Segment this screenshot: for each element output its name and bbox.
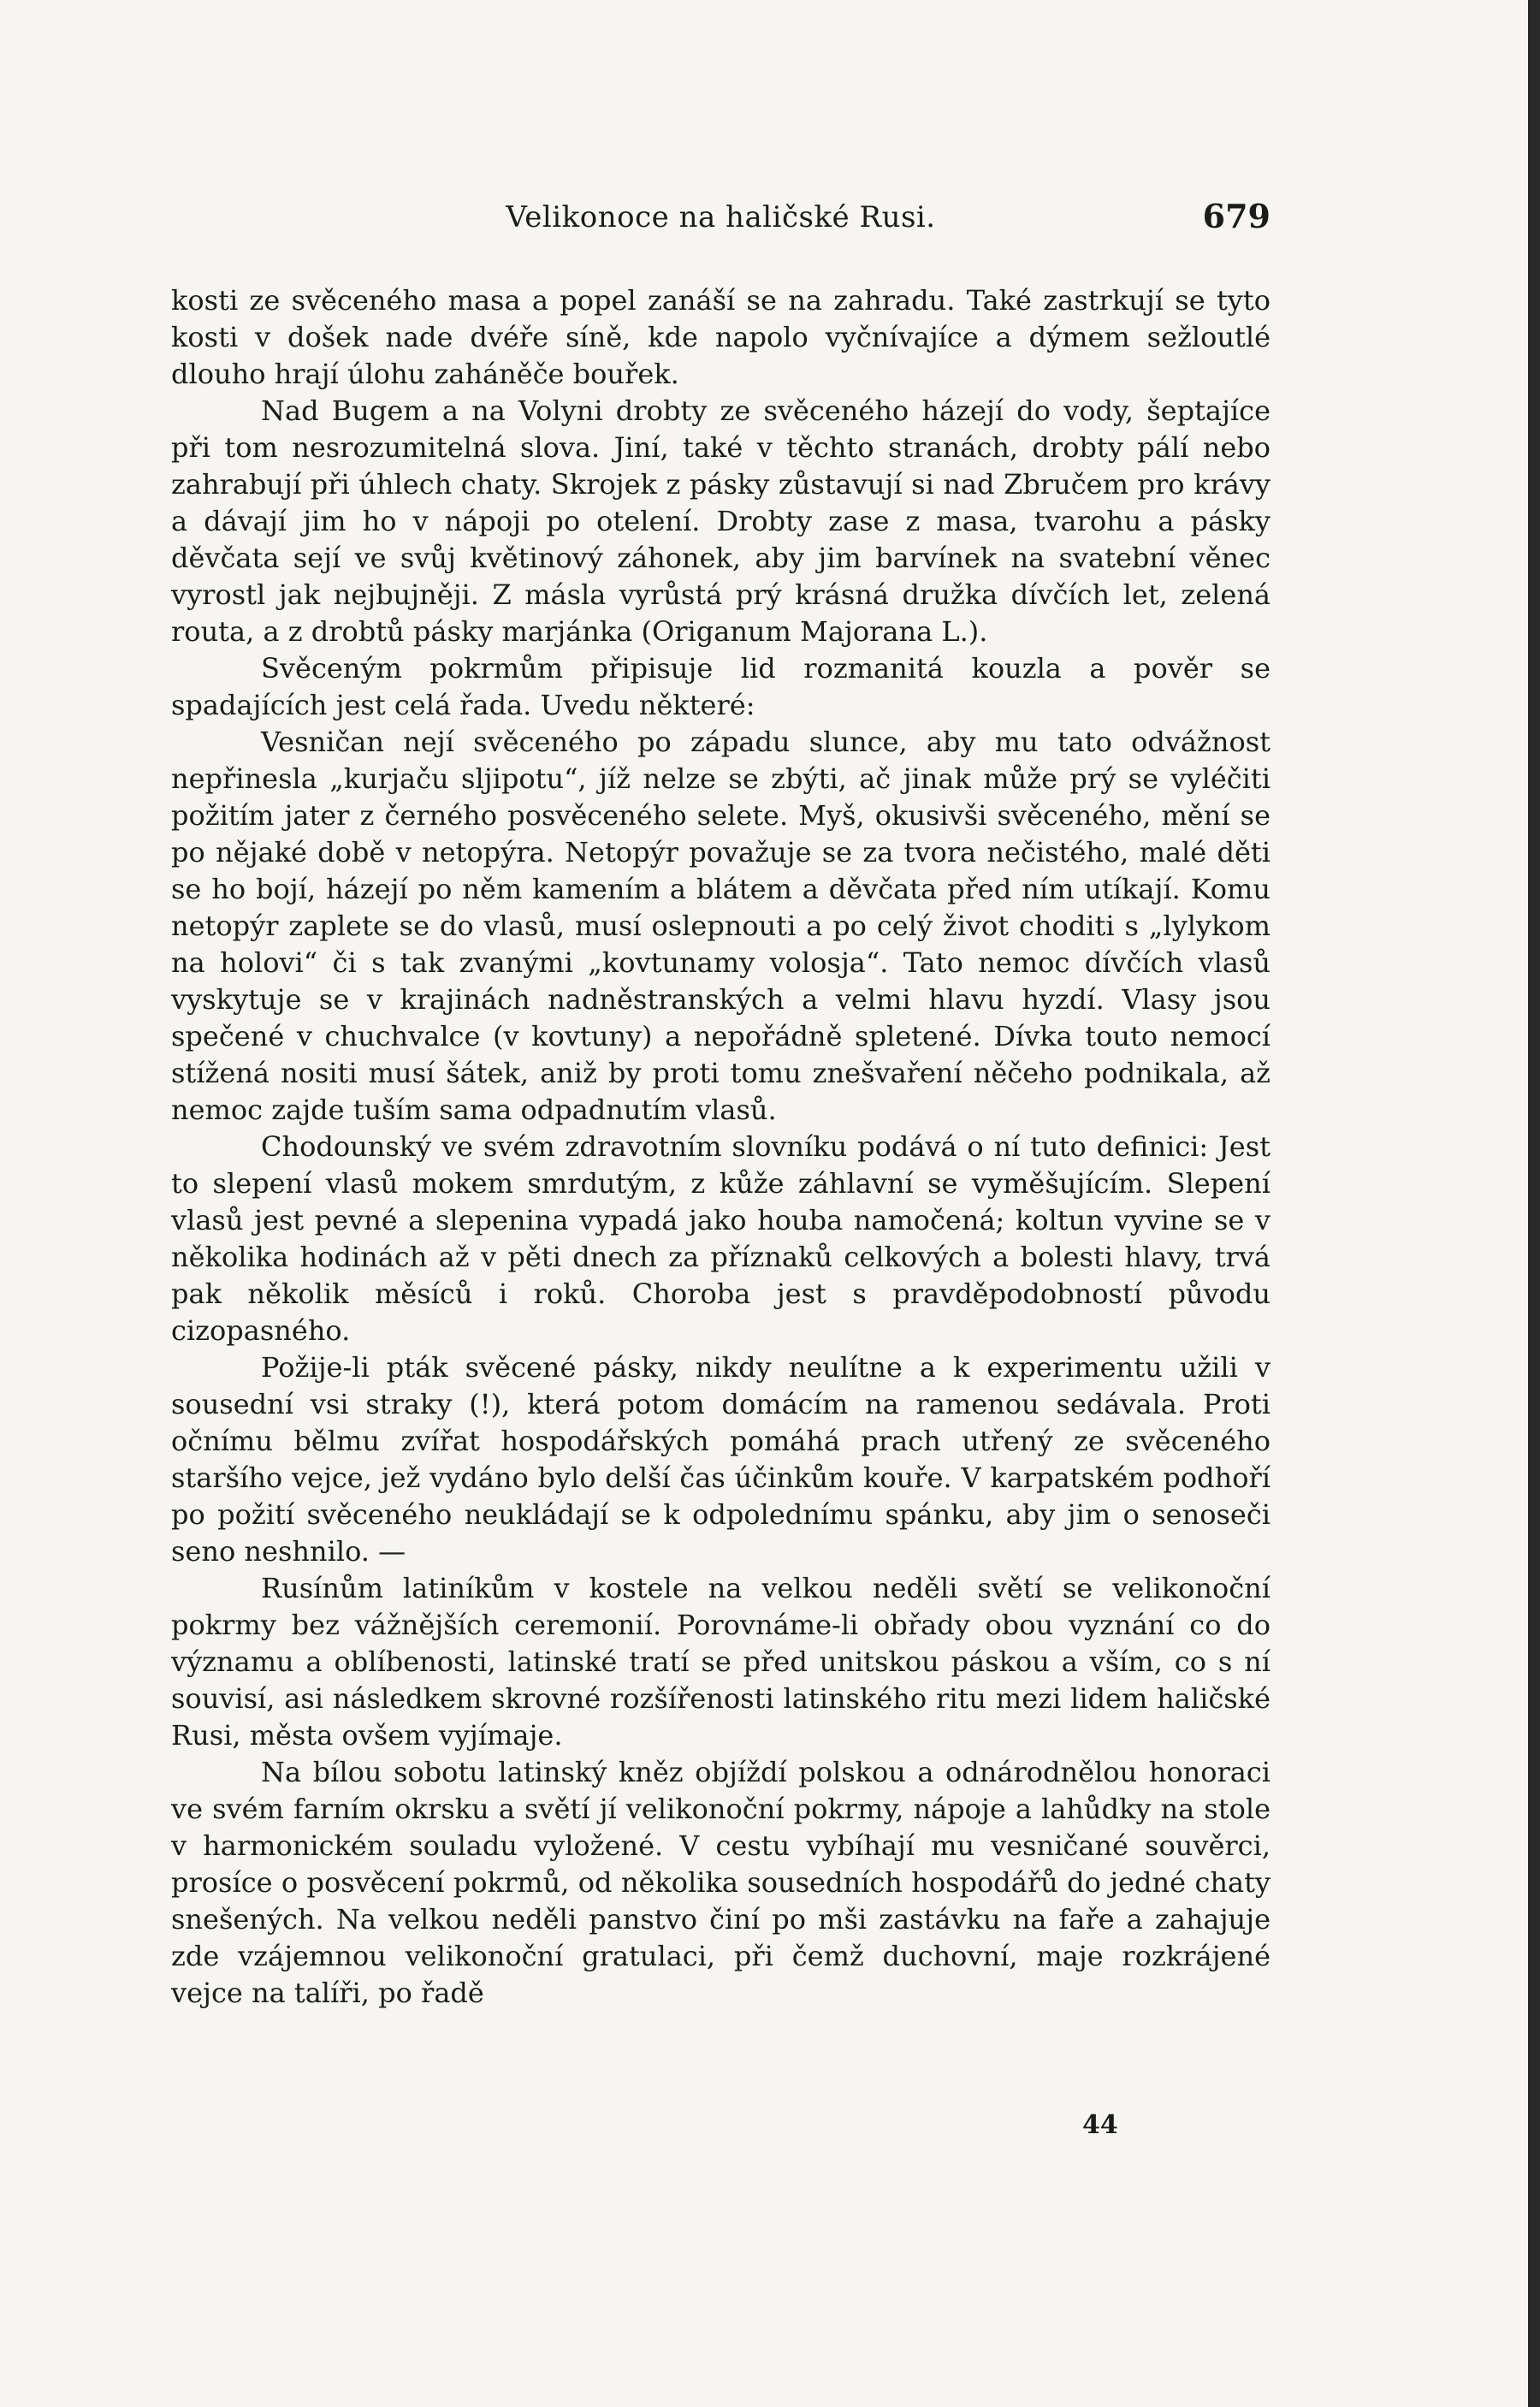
running-title: Velikonoce na haličské Rusi. [506, 200, 936, 234]
paragraph-8: Na bílou sobotu latinský kněz objíždí polskou a odnárodnělou honoraci ve svém farním okrsku a světí jí velikonoční pokrmy, nápoje a lahůdky na stole v harmonickém souladu vyložené. V cestu vybíhají mu vesničané souvěrci, prosíce o posvěcení pokrmů, od několika sousedních hospodářů do jedné chaty snešených. Na velkou neděli panstvo činí po mši zastávku na faře a zahajuje zde vzájemnou velikonoční gratulaci, při čemž duchovní, maje rozkrájené vejce na talíři, po řadě [171, 1756, 1270, 2009]
page-number: 679 [1202, 197, 1270, 235]
paragraph-7: Rusínům latiníkům v kostele na velkou neděli světí se velikonoční pokrmy bez vážnějších ceremonií. Porovnáme-li obřady obou vyznání co do významu a oblíbenosti, latinské tratí se před unitskou páskou a vším, co s ní souvisí, asi následkem skrovné rozšířenosti latinského ritu mezi lidem haličské Rusi, města ovšem vyjímaje. [171, 1572, 1270, 1752]
paragraph-2: Nad Bugem a na Volyni drobty ze svěceného házejí do vody, šeptajíce při tom nesrozumitelná slova. Jiní, také v těchto stranách, drobty pálí nebo zahrabují při úhlech chaty. Skrojek z pásky zůstavují si nad Zbručem pro krávy a dávají jim ho v nápoji po otelení. Drobty zase z masa, tvarohu a pásky děvčata sejí ve svůj květinový záhonek, aby jim barvínek na svatební věnec vyrostl jak nejbujněji. Z másla vyrůstá prý krásná družka dívčích let, zelená routa, a z drobtů pásky marjánka (Origanum Majorana L.). [171, 394, 1270, 648]
paragraph-1: kosti ze svěceného masa a popel zanáší se na zahradu. Také zastrkují se tyto kosti v došek nade dvéře síně, kde napolo vyčnívajíce a dýmem sežloutlé dlouho hrají úlohu zaháněče bouřek. [171, 284, 1270, 390]
running-header [171, 193, 1270, 245]
paragraph-4: Vesničan nejí svěceného po západu slunce, aby mu tato odvážnost nepřinesla „kurjaču sljipotu“, jíž nelze se zbýti, ač jinak může prý se vyléčiti požitím jater z černého posvěceného selete. Myš, okusivši svěceného, mění se po nějaké době v netopýra. Netopýr považuje se za tvora nečistého, malé děti se ho bojí, házejí po něm kamením a blátem a děvčata před ním utíkají. Komu netopýr zaplete se do vlasů, musí oslepnouti a po celý život choditi s „lylykom na holovi“ či s tak zvanými „kovtunamy volosja“. Tato nemoc dívčích vlasů vyskytuje se v krajinách nadněstranských a velmi hlavu hyzdí. Vlasy jsou spečené v chuchvalce (v kovtuny) a nepořádně spletené. Dívka touto nemocí stížená nositi musí šátek, aniž by proti tomu znešvaření něčeho podnikala, až nemoc zajde tuším sama odpadnutím vlasů. [171, 726, 1270, 1126]
page-edge-shadow [1528, 0, 1540, 2407]
body-text [171, 282, 1270, 2012]
paragraph-5: Chodounský ve svém zdravotním slovníku podává o ní tuto definici: Jest to slepení vlasů mokem smrdutým, z kůže záhlavní se vyměšujícím. Slepení vlasů jest pevné a slepenina vypadá jako houba namočená; koltun vyvine se v několika hodinách až v pěti dnech za příznaků celkových a bolesti hlavy, trvá pak několik měsíců i roků. Choroba jest s pravděpodobností původu cizopasného. [171, 1130, 1270, 1347]
signature-mark: 44 [1082, 2110, 1118, 2140]
paragraph-6: Požije-li pták svěcené pásky, nikdy neulítne a k experimentu užili v sousední vsi straky (!), která potom domácím na ramenou sedávala. Proti očnímu bělmu zvířat hospodářských pomáhá prach utřený ze svěceného staršího vejce, jež vydáno bylo delší čas účinkům kouře. V karpatském podhoří po požití svěceného neukládají se k odpolednímu spánku, aby jim o senoseči seno neshnilo. — [171, 1351, 1270, 1568]
paragraph-3: Svěceným pokrmům připisuje lid rozmanitá kouzla a pověr se spadajících jest celá řada. Uvedu některé: [171, 652, 1270, 721]
